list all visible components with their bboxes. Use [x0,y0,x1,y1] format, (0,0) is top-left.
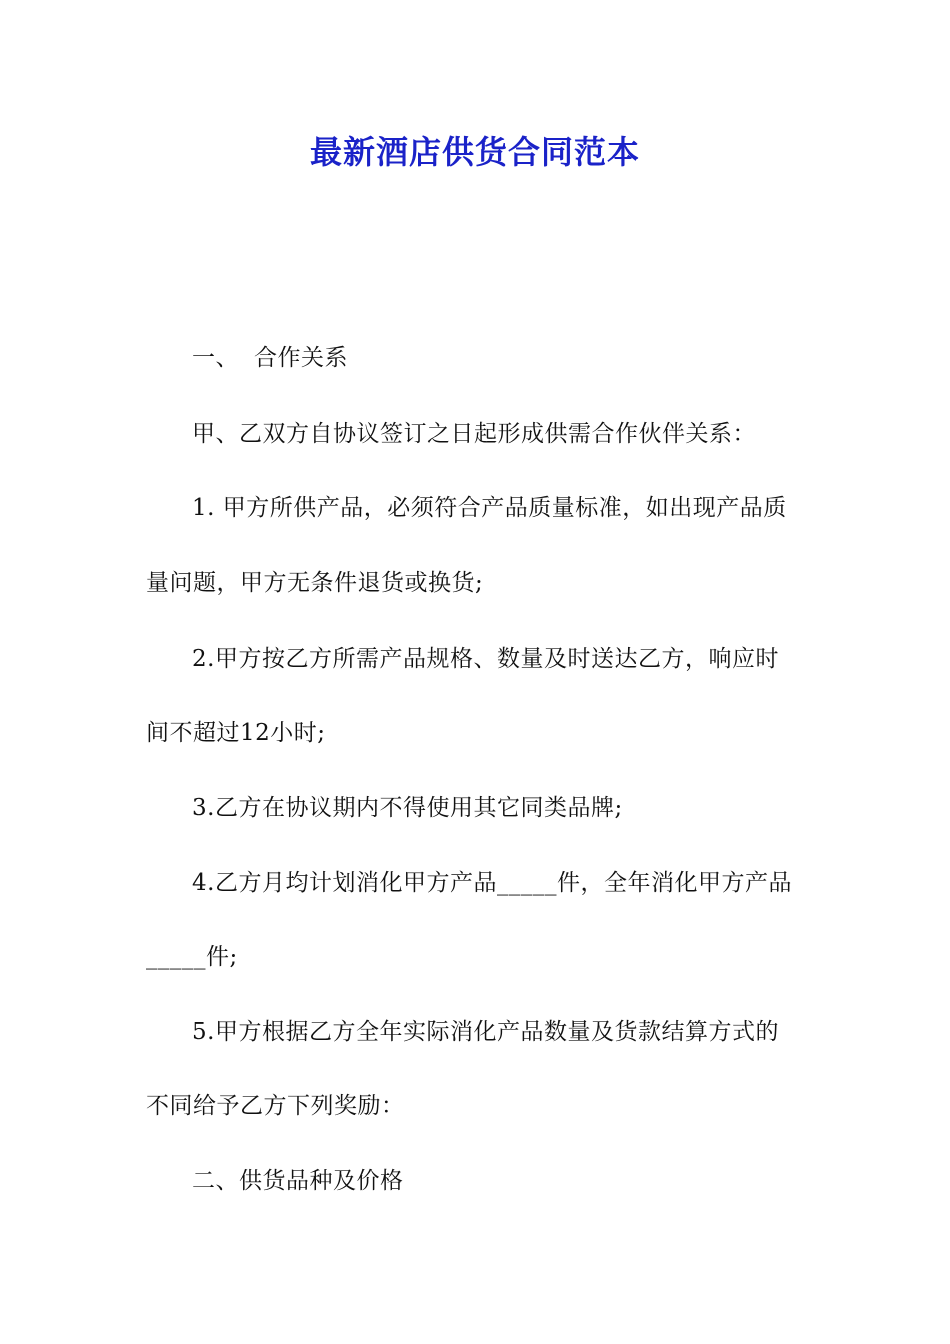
section-heading-cooperation [192,340,348,376]
document-title: 最新酒店供货合同范本 [309,133,640,171]
paragraph-line: 4.乙方月均计划消化甲方产品_____件，全年消化甲方产品 [192,870,792,896]
paragraph-line: 2.甲方按乙方所需产品规格、数量及时送达乙方，响应时 [192,646,779,672]
section-heading-supply: 二、供货品种及价格 [192,1168,404,1194]
paragraph-line: 5.甲方根据乙方全年实际消化产品数量及货款结算方式的 [192,1019,779,1045]
paragraph-line: _____件; [146,944,238,970]
paragraph-line: 量问题，甲方无条件退货或换货; [146,570,484,596]
paragraph-line: 不同给予乙方下列奖励： [146,1093,405,1119]
section-number: 一、 [192,345,239,371]
paragraph-line: 1. 甲方所供产品，必须符合产品质量标准，如出现产品质 [192,495,787,521]
section-heading-text: 合作关系 [254,345,348,371]
paragraph-line: 间不超过12小时; [146,720,326,746]
paragraph-line: 甲、乙双方自协议签订之日起形成供需合作伙伴关系： [192,421,756,447]
paragraph-line: 3.乙方在协议期内不得使用其它同类品牌; [192,795,623,821]
